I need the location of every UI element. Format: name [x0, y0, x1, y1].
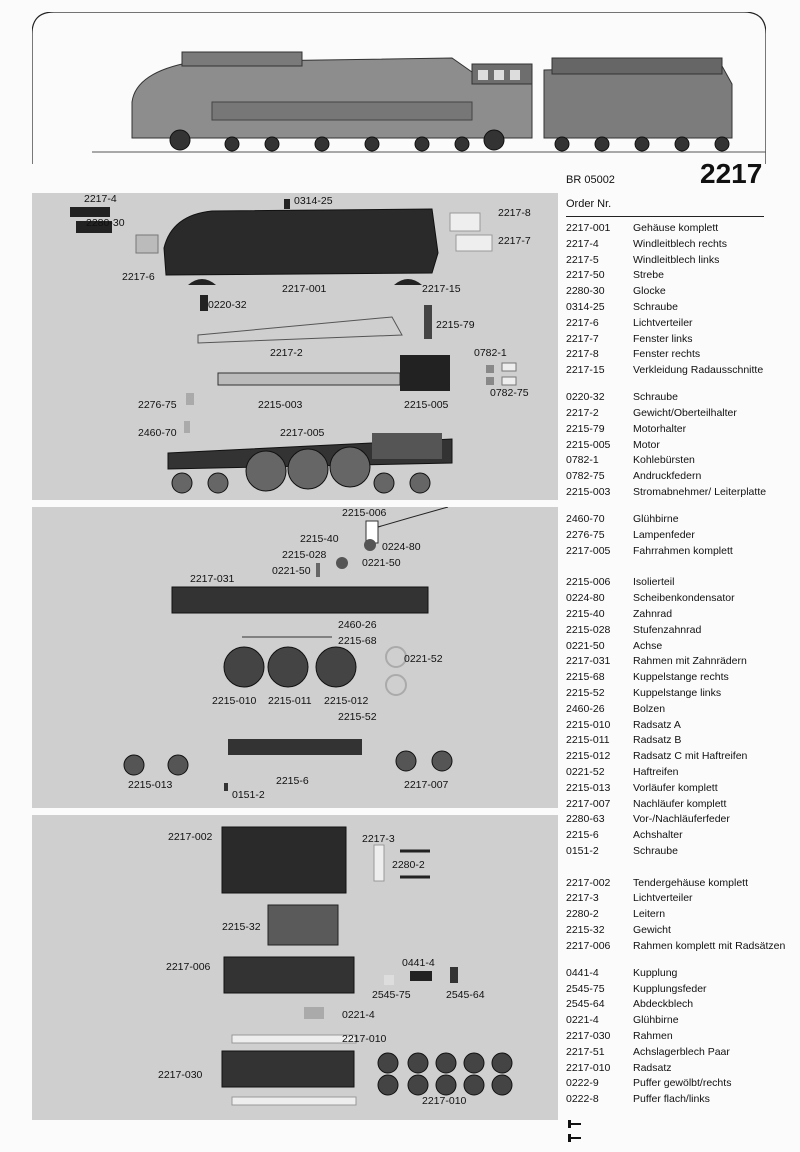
- list-item: [566, 608, 796, 624]
- list-item: [566, 813, 796, 829]
- label-0314-25: 0314-25: [294, 195, 333, 207]
- part-number: 2215-79: [566, 422, 605, 435]
- list-item: [566, 439, 796, 455]
- part-number: 2280-2: [566, 908, 599, 921]
- label-2545-75: 2545-75: [372, 989, 411, 1001]
- label-2215-010: 2215-010: [212, 695, 257, 707]
- list-item: [566, 829, 796, 845]
- part-number: 2215-6: [566, 829, 599, 842]
- part-name: Rahmen komplett mit Radsätzen: [633, 939, 786, 952]
- part-name: Verkleidung Radausschnitte: [633, 364, 764, 377]
- list-item: [566, 301, 796, 317]
- part-number: 2215-028: [566, 623, 611, 636]
- part-name: Motorhalter: [633, 422, 687, 435]
- part-name: Windleitblech links: [633, 253, 720, 266]
- label-2217-7: 2217-7: [498, 235, 531, 247]
- label-2460-70: 2460-70: [138, 427, 177, 439]
- list-item: [566, 391, 796, 407]
- part-number: 2215-006: [566, 576, 611, 589]
- list-item: [566, 782, 796, 798]
- part-number: 2217-006: [566, 939, 611, 952]
- label-2280-2: 2280-2: [392, 859, 425, 871]
- label-2217-4: 2217-4: [84, 193, 117, 205]
- part-name: Rahmen mit Zahnrädern: [633, 655, 747, 668]
- part-number: 2217-2: [566, 406, 599, 419]
- part-number: 2217-15: [566, 364, 605, 377]
- part-name: Fenster links: [633, 332, 693, 345]
- list-item: [566, 454, 796, 470]
- part-number: 0151-2: [566, 844, 599, 857]
- part-name: Tendergehäuse komplett: [633, 876, 748, 889]
- part-number: 2217-3: [566, 892, 599, 905]
- list-item: [566, 640, 796, 656]
- part-name: Glocke: [633, 285, 666, 298]
- part-name: Vor-/Nachläuferfeder: [633, 813, 730, 826]
- part-name: Kuppelstange links: [633, 686, 722, 699]
- part-number: 2217-6: [566, 316, 599, 329]
- part-number: 2545-75: [566, 982, 605, 995]
- label-2215-68: 2215-68: [338, 635, 377, 647]
- part-number: 2217-51: [566, 1045, 605, 1058]
- label-0221-4: 0221-4: [342, 1009, 375, 1021]
- part-name: Lichtverteiler: [633, 316, 693, 329]
- part-name: Glühbirne: [633, 512, 679, 525]
- exploded-view-loco-body: [32, 193, 558, 500]
- label-2215-003: 2215-003: [258, 399, 303, 411]
- label-2217-001: 2217-001: [282, 283, 327, 295]
- part-number: 2280-30: [566, 285, 605, 298]
- part-number: 2215-011: [566, 734, 610, 747]
- part-name: Scheibenkondensator: [633, 592, 735, 605]
- list-item: [566, 1077, 796, 1093]
- part-name: Radsatz C mit Haftreifen: [633, 750, 748, 763]
- label-0151-2: 0151-2: [232, 789, 265, 801]
- part-name: Stufenzahnrad: [633, 623, 702, 636]
- part-number: 2217-002: [566, 876, 611, 889]
- part-number: 0314-25: [566, 300, 605, 313]
- part-name: Schraube: [633, 391, 678, 404]
- part-name: Gehäuse komplett: [633, 222, 719, 234]
- label-2217-030: 2217-030: [158, 1069, 203, 1081]
- part-name: Gewicht: [633, 924, 671, 937]
- part-number: 2280-63: [566, 813, 605, 826]
- part-number: 0782-75: [566, 470, 605, 483]
- label-2217-15: 2217-15: [422, 283, 461, 295]
- model-number: 2217: [700, 158, 763, 189]
- label-2215-40: 2215-40: [300, 533, 339, 545]
- list-item: [566, 285, 796, 301]
- list-item: [566, 734, 796, 750]
- part-number: 0221-52: [566, 765, 605, 778]
- part-name: Radsatz: [633, 1061, 672, 1074]
- part-number: 0220-32: [566, 391, 605, 404]
- part-number: 2215-012: [566, 750, 611, 763]
- part-number: 2215-010: [566, 718, 611, 731]
- label-2215-006: 2215-006: [342, 507, 387, 519]
- part-name: Zahnrad: [633, 607, 673, 620]
- label-2215-32: 2215-32: [222, 921, 261, 933]
- series-label: BR 05002: [566, 174, 615, 186]
- list-item: [566, 364, 796, 391]
- buffer-icons: [566, 1118, 586, 1148]
- part-name: Gewicht/Oberteilhalter: [633, 406, 737, 419]
- part-number: 2217-7: [566, 332, 599, 345]
- list-item: [566, 924, 796, 940]
- part-number: 0222-9: [566, 1077, 599, 1090]
- part-name: Abdeckblech: [633, 998, 694, 1011]
- label-2215-012: 2215-012: [324, 695, 369, 707]
- part-name: Radsatz B: [633, 734, 682, 747]
- part-name: Achslagerblech Paar: [633, 1045, 730, 1058]
- label-2215-52: 2215-52: [338, 711, 377, 723]
- list-item: [566, 470, 796, 486]
- part-name: Schraube: [633, 844, 678, 857]
- part-name: Lampenfeder: [633, 528, 695, 541]
- exploded-view-tender: [32, 815, 558, 1120]
- label-2215-011: 2215-011: [268, 695, 312, 707]
- list-item: [566, 687, 796, 703]
- label-0782-75: 0782-75: [490, 387, 529, 399]
- parts-list: [566, 222, 796, 1109]
- list-item: [566, 624, 796, 640]
- list-gap: [566, 861, 796, 877]
- part-name: Puffer flach/links: [633, 1093, 710, 1106]
- buffer-icon: [568, 1134, 581, 1142]
- list-item: [566, 592, 796, 608]
- list-item: [566, 1030, 796, 1046]
- list-item: [566, 655, 796, 671]
- tender-parts-drawing: [32, 815, 558, 1120]
- list-item: [566, 576, 796, 592]
- part-number: 2545-64: [566, 998, 605, 1011]
- part-name: Kupplung: [633, 966, 678, 979]
- part-name: Puffer gewölbt/rechts: [633, 1077, 732, 1090]
- part-name: Fahrrahmen komplett: [633, 544, 733, 557]
- label-2217-002: 2217-002: [168, 831, 213, 843]
- list-item: [566, 940, 796, 967]
- label-0221-50-a: 0221-50: [272, 565, 311, 577]
- order-number-heading: Order Nr.: [566, 198, 612, 210]
- part-number: 2217-5: [566, 253, 599, 266]
- part-name: Leitern: [633, 908, 666, 921]
- part-name: Haftreifen: [633, 765, 679, 778]
- part-name: Windleitblech rechts: [633, 237, 727, 250]
- label-2215-013: 2215-013: [128, 779, 173, 791]
- label-0221-50-b: 0221-50: [362, 557, 401, 569]
- label-2460-26: 2460-26: [338, 619, 377, 631]
- exploded-view-chassis: [32, 507, 558, 808]
- list-item: [566, 1062, 796, 1078]
- part-number: 0224-80: [566, 592, 605, 605]
- label-0221-52: 0221-52: [404, 653, 443, 665]
- list-item: [566, 983, 796, 999]
- label-2217-010-a: 2217-010: [342, 1033, 387, 1045]
- label-2215-79: 2215-79: [436, 319, 475, 331]
- part-number: 2215-003: [566, 485, 611, 498]
- part-name: Stromabnehmer/ Leiterplatte: [633, 485, 767, 498]
- part-number: 2215-52: [566, 686, 605, 699]
- part-number: 2460-26: [566, 702, 605, 715]
- label-2215-6: 2215-6: [276, 775, 309, 787]
- part-number: 2217-50: [566, 269, 605, 282]
- label-2217-006: 2217-006: [166, 961, 211, 973]
- list-item: [566, 333, 796, 349]
- list-item: [566, 719, 796, 735]
- part-name: Radsatz A: [633, 718, 681, 731]
- list-item: [566, 1014, 796, 1030]
- part-number: 2217-010: [566, 1061, 611, 1074]
- label-0224-80: 0224-80: [382, 541, 421, 553]
- label-2217-3: 2217-3: [362, 833, 395, 845]
- part-name: Kuppelstange rechts: [633, 671, 729, 684]
- part-name: Kupplungsfeder: [633, 982, 707, 995]
- part-number: 2217-007: [566, 797, 611, 810]
- part-name: Motor: [633, 438, 660, 451]
- list-item: [566, 407, 796, 423]
- list-item: [566, 317, 796, 333]
- part-number: 0222-8: [566, 1093, 599, 1106]
- part-number: 2217-8: [566, 348, 599, 361]
- list-item: [566, 908, 796, 924]
- list-item: [566, 671, 796, 687]
- part-number: 2217-030: [566, 1030, 611, 1043]
- part-number: 2217-005: [566, 544, 611, 557]
- part-number: 2215-005: [566, 438, 611, 451]
- label-0782-1: 0782-1: [474, 347, 507, 359]
- part-number: 2217-4: [566, 237, 599, 250]
- list-item: [566, 877, 796, 893]
- part-number: 0221-50: [566, 639, 605, 652]
- list-item: [566, 967, 796, 983]
- list-gap: [566, 560, 796, 576]
- part-name: Vorläufer komplett: [633, 781, 718, 794]
- list-item: [566, 750, 796, 766]
- list-item: [566, 1046, 796, 1062]
- label-2217-010-b: 2217-010: [422, 1095, 467, 1107]
- buffer-icon: [568, 1120, 581, 1128]
- list-item: [566, 998, 796, 1014]
- part-number: 2215-32: [566, 924, 605, 937]
- label-2217-8: 2217-8: [498, 207, 531, 219]
- part-number: 2215-68: [566, 671, 605, 684]
- part-name: Achse: [633, 639, 663, 652]
- locomotive-illustration: [32, 12, 766, 164]
- label-2217-005: 2217-005: [280, 427, 325, 439]
- list-item: [566, 766, 796, 782]
- list-item: [566, 513, 796, 529]
- part-number: 2276-75: [566, 528, 605, 541]
- list-item: [566, 486, 796, 513]
- part-name: Isolierteil: [633, 576, 675, 589]
- part-name: Nachläufer komplett: [633, 797, 727, 810]
- list-item: [566, 1093, 796, 1109]
- part-name: Rahmen: [633, 1030, 673, 1043]
- list-item: [566, 254, 796, 270]
- part-number: 2215-013: [566, 781, 611, 794]
- part-name: Kohlebürsten: [633, 454, 695, 467]
- list-item: [566, 529, 796, 545]
- list-item: [566, 269, 796, 285]
- part-name: Achshalter: [633, 829, 683, 842]
- list-item: [566, 238, 796, 254]
- list-item: [566, 348, 796, 364]
- list-item: [566, 545, 796, 561]
- part-name: Strebe: [633, 269, 664, 282]
- label-2215-028: 2215-028: [282, 549, 327, 561]
- label-2215-005: 2215-005: [404, 399, 449, 411]
- part-number: 2460-70: [566, 512, 605, 525]
- part-number: 0782-1: [566, 454, 599, 467]
- part-number: 2217-001: [566, 222, 611, 234]
- label-0220-32: 0220-32: [208, 299, 247, 311]
- part-number: 0221-4: [566, 1014, 599, 1027]
- part-number: 2217-031: [566, 655, 611, 668]
- list-item: [566, 845, 796, 861]
- label-2217-031: 2217-031: [190, 573, 235, 585]
- list-item: [566, 798, 796, 814]
- list-item: [566, 892, 796, 908]
- part-number: 0441-4: [566, 966, 599, 979]
- list-item: [566, 222, 796, 238]
- label-2217-6: 2217-6: [122, 271, 155, 283]
- part-name: Lichtverteiler: [633, 892, 693, 905]
- label-2217-007: 2217-007: [404, 779, 449, 791]
- label-0441-4: 0441-4: [402, 957, 435, 969]
- part-name: Glühbirne: [633, 1014, 679, 1027]
- list-item: [566, 423, 796, 439]
- list-item: [566, 703, 796, 719]
- part-name: Schraube: [633, 300, 678, 313]
- label-2545-64: 2545-64: [446, 989, 485, 1001]
- part-name: Andruckfedern: [633, 470, 702, 483]
- heading-divider: [566, 216, 764, 217]
- part-name: Bolzen: [633, 702, 666, 715]
- part-name: Fenster rechts: [633, 348, 701, 361]
- label-2217-2: 2217-2: [270, 347, 303, 359]
- part-number: 2215-40: [566, 607, 605, 620]
- label-2280-30: 2280-30: [86, 217, 125, 229]
- label-2276-75: 2276-75: [138, 399, 177, 411]
